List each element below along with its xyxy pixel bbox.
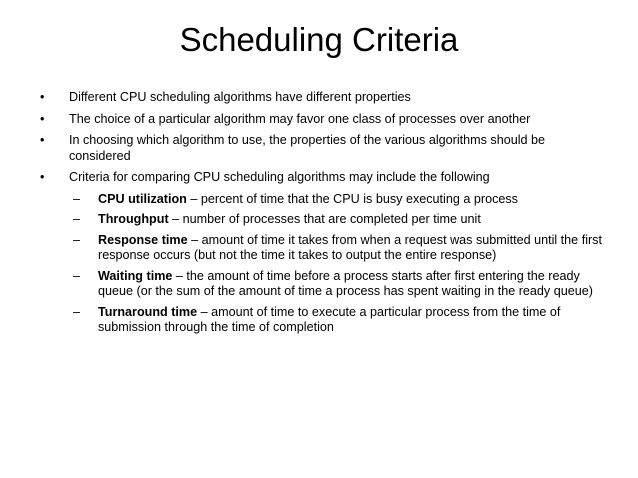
bullet-marker: • (40, 170, 45, 184)
bullet-text: Different CPU scheduling algorithms have different properties (69, 90, 411, 104)
bullet-text: Criteria for comparing CPU scheduling algorithms may include the following (69, 170, 490, 184)
slide-body (40, 90, 610, 341)
criterion-term: Response time (98, 232, 188, 247)
criterion-item (40, 192, 610, 208)
dash-marker: – (73, 304, 81, 319)
criterion-item (40, 269, 610, 300)
criterion-item (40, 212, 610, 228)
criterion-description: – number of processes that are completed per time unit (168, 212, 481, 226)
criterion-term: Turnaround time (98, 304, 198, 319)
criterion-term: Throughput (98, 212, 169, 226)
dash-marker: – (73, 191, 81, 206)
bullet-marker: • (40, 133, 45, 147)
criterion-term: Waiting time (98, 268, 173, 283)
criterion-description: – percent of time that the CPU is busy executing a process (186, 191, 518, 206)
criterion-description: – amount of time it takes from when a request was submitted until the first response occurs (but not the time it takes to output the entire response) (98, 232, 602, 262)
criterion-item (40, 233, 610, 264)
bullet-text: The choice of a particular algorithm may favor one class of processes over another (69, 111, 531, 126)
dash-marker: – (73, 212, 81, 226)
bullet-item (40, 170, 610, 186)
dash-marker: – (73, 268, 81, 283)
dash-marker: – (73, 232, 81, 247)
bullet-item (40, 90, 610, 106)
criterion-item (40, 305, 610, 336)
criterion-term: CPU utilization (98, 191, 187, 206)
bullet-marker: • (40, 90, 45, 104)
bullet-marker: • (40, 111, 45, 126)
bullet-item (40, 112, 610, 128)
criterion-description: – amount of time to execute a particular process from the time of submission through the time of completion (98, 304, 561, 334)
bullet-text: In choosing which algorithm to use, the properties of the various algorithms should be considered (69, 133, 546, 163)
criterion-description: – the amount of time before a process starts after first entering the ready queue (or the sum of the amount of time a process has spent waiting in the ready queue) (98, 268, 593, 298)
slide-title: Scheduling Criteria (179, 21, 459, 58)
bullet-item (40, 133, 610, 164)
